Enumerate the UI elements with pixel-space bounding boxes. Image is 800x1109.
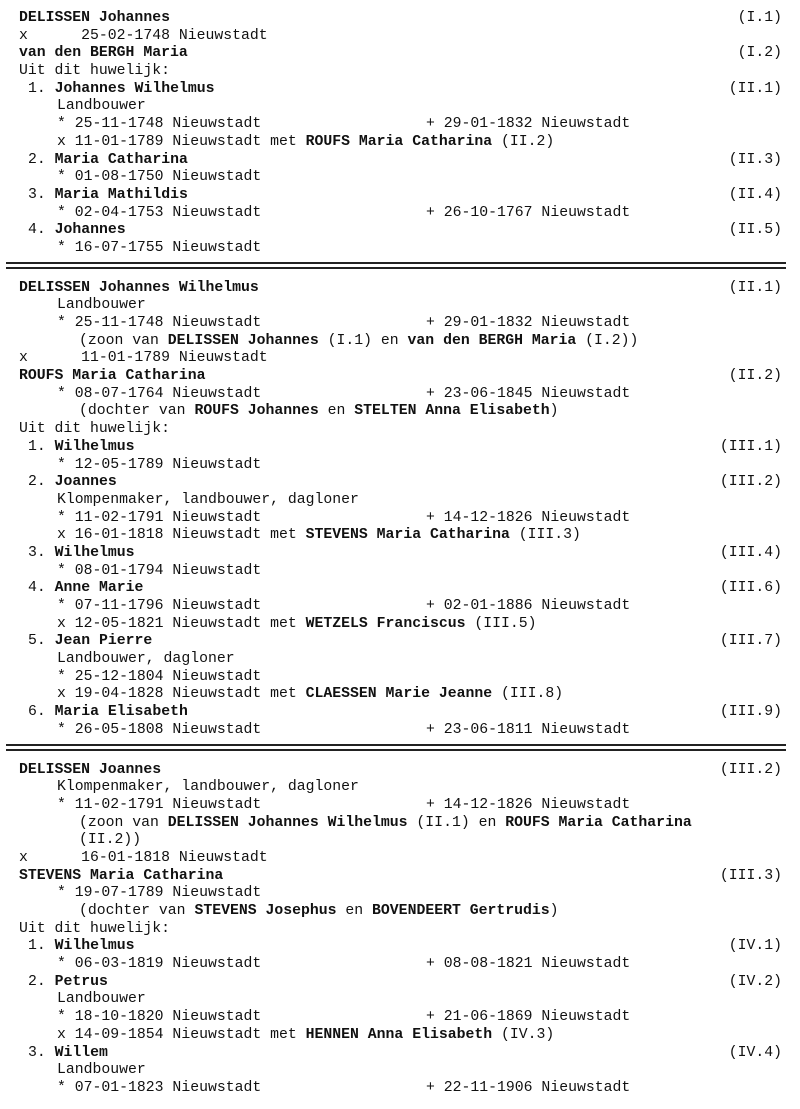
record-line [0, 1062, 800, 1080]
text-fragment: * 11-02-1791 Nieuwstadt [57, 796, 262, 813]
text-fragment: * 08-01-1794 Nieuwstadt [57, 562, 262, 579]
record-text [57, 297, 146, 315]
record-line [0, 704, 800, 722]
generation-reference: (II.5) [728, 222, 782, 239]
text-fragment: 4. [28, 580, 55, 597]
text-fragment: (III.5) [465, 615, 537, 632]
record-line [0, 492, 800, 510]
death-date: + 29-01-1832 Nieuwstadt [426, 315, 631, 331]
person-name: Wilhelmus [54, 938, 135, 955]
generation-reference: (II.2) [728, 368, 782, 385]
record-line [0, 10, 800, 28]
text-fragment: 5. [28, 633, 55, 650]
record-text [28, 938, 135, 956]
text-fragment: 3. [28, 544, 55, 561]
record-line [0, 651, 800, 669]
record-line [0, 779, 800, 797]
text-fragment: * 12-05-1789 Nieuwstadt [57, 456, 262, 473]
text-fragment: x 11-01-1789 Nieuwstadt [19, 350, 268, 367]
generation-reference: (III.7) [719, 633, 782, 650]
record-text [57, 457, 261, 475]
person-name: DELISSEN Johannes Wilhelmus [19, 279, 259, 296]
record-line [0, 616, 800, 634]
person-name: Willem [54, 1044, 108, 1061]
text-fragment: 1. [28, 938, 55, 955]
section-separator [0, 740, 800, 756]
record-line [0, 598, 800, 616]
person-name: STELTEN Anna Elisabeth [354, 403, 550, 420]
text-fragment: en [318, 403, 355, 420]
record-text [57, 134, 554, 152]
text-fragment: * 25-11-1748 Nieuwstadt [57, 116, 262, 133]
record-line [0, 187, 800, 205]
record-text [57, 686, 563, 704]
record-line [0, 850, 800, 868]
record-line [0, 921, 800, 939]
record-line [0, 1027, 800, 1045]
generation-reference: (III.9) [719, 704, 782, 721]
record-line [0, 222, 800, 240]
record-line [0, 474, 800, 492]
record-text [28, 474, 117, 492]
person-name: STEVENS Maria Catharina [19, 867, 224, 884]
record-line [0, 350, 800, 368]
record-text [28, 704, 188, 722]
record-line [0, 563, 800, 581]
text-fragment: (dochter van [79, 403, 195, 420]
family-section [0, 0, 800, 258]
record-text [79, 903, 559, 921]
record-text [57, 797, 261, 815]
record-text [57, 885, 261, 903]
text-fragment: (dochter van [79, 903, 195, 919]
record-line [0, 45, 800, 63]
person-name: ROUFS Johannes [194, 403, 319, 420]
record-text [19, 45, 188, 63]
record-text [57, 527, 581, 545]
person-name: ROUFS Maria Catharina [505, 814, 692, 831]
generation-reference: (III.4) [719, 544, 782, 561]
record-text [57, 1009, 261, 1027]
death-date: + 02-01-1886 Nieuwstadt [426, 598, 631, 614]
generation-reference: (III.2) [719, 474, 782, 491]
record-line [0, 885, 800, 903]
generation-reference: (IV.4) [728, 1044, 782, 1061]
person-name: HENNEN Anna Elisabeth [305, 1026, 493, 1043]
record-text [79, 832, 141, 850]
person-name: Johannes [54, 222, 126, 239]
generation-reference: (III.6) [719, 580, 782, 597]
record-line [0, 1045, 800, 1063]
record-line [0, 240, 800, 258]
death-date: + 14-12-1826 Nieuwstadt [426, 796, 631, 813]
text-fragment: * 01-08-1750 Nieuwstadt [57, 169, 262, 186]
text-fragment: 1. [28, 80, 55, 97]
record-line [0, 938, 800, 956]
text-fragment: * 07-11-1796 Nieuwstadt [57, 598, 262, 614]
death-date: + 21-06-1869 Nieuwstadt [426, 1009, 631, 1026]
generation-reference: (III.2) [719, 761, 782, 778]
person-name: Anne Marie [54, 580, 144, 597]
record-text [57, 956, 261, 974]
record-text [57, 315, 261, 333]
text-fragment: * 11-02-1791 Nieuwstadt [57, 509, 262, 526]
text-fragment: (II.2) [492, 133, 555, 150]
record-line [0, 152, 800, 170]
text-fragment: Landbouwer [57, 98, 146, 115]
record-text [28, 1045, 108, 1063]
record-line [0, 669, 800, 687]
record-text [79, 815, 692, 833]
person-name: DELISSEN Johannes [167, 332, 319, 349]
person-name: Wilhelmus [54, 544, 135, 561]
text-fragment: 3. [28, 1044, 55, 1061]
text-fragment: x 25-02-1748 Nieuwstadt [19, 27, 268, 44]
text-fragment: 2. [28, 474, 55, 491]
record-text [28, 580, 143, 598]
person-name: Wilhelmus [54, 438, 135, 455]
person-name: STEVENS Josephus [194, 903, 337, 919]
record-line [0, 116, 800, 134]
text-fragment: (zoon van [79, 814, 168, 831]
record-text [57, 1027, 554, 1045]
generation-reference: (II.4) [728, 186, 782, 203]
text-fragment: * 02-04-1753 Nieuwstadt [57, 204, 262, 221]
text-fragment: * 26-05-1808 Nieuwstadt [57, 721, 262, 738]
text-fragment: (zoon van [79, 332, 168, 349]
record-line [0, 315, 800, 333]
death-date: + 29-01-1832 Nieuwstadt [426, 116, 631, 133]
record-line [0, 633, 800, 651]
text-fragment: Uit dit huwelijk: [19, 421, 170, 438]
text-fragment: Uit dit huwelijk: [19, 63, 170, 80]
record-text [19, 421, 170, 439]
person-name: WETZELS Franciscus [305, 615, 466, 632]
record-line [0, 832, 800, 850]
text-fragment: (IV.3) [492, 1026, 555, 1043]
generation-reference: (II.1) [728, 279, 782, 296]
record-line [0, 956, 800, 974]
text-fragment: x 12-05-1821 Nieuwstadt met [57, 615, 306, 632]
record-text [19, 350, 268, 368]
family-section [0, 756, 800, 1098]
record-text [57, 492, 359, 510]
record-line [0, 722, 800, 740]
text-fragment: x 19-04-1828 Nieuwstadt met [57, 686, 306, 703]
record-line [0, 333, 800, 351]
text-fragment: Klompenmaker, landbouwer, dagloner [57, 491, 359, 508]
generation-reference: (III.1) [719, 438, 782, 455]
record-text [57, 240, 261, 258]
text-fragment: * 07-01-1823 Nieuwstadt [57, 1079, 262, 1096]
text-fragment: Klompenmaker, landbouwer, dagloner [57, 779, 359, 796]
text-fragment: * 06-03-1819 Nieuwstadt [57, 956, 262, 973]
text-fragment: 2. [28, 151, 55, 168]
person-name: van den BERGH Maria [407, 332, 577, 349]
generation-reference: (IV.1) [728, 938, 782, 955]
text-fragment: 3. [28, 186, 55, 203]
record-text [28, 187, 188, 205]
record-text [57, 669, 261, 687]
death-date: + 22-11-1906 Nieuwstadt [426, 1079, 631, 1096]
record-text [19, 63, 170, 81]
record-text [19, 368, 205, 386]
record-line [0, 815, 800, 833]
record-text [57, 616, 537, 634]
text-fragment: * 08-07-1764 Nieuwstadt [57, 385, 262, 402]
text-fragment: Landbouwer [57, 991, 146, 1008]
record-line [0, 974, 800, 992]
text-fragment: 6. [28, 704, 55, 721]
record-line [0, 527, 800, 545]
record-line [0, 457, 800, 475]
text-fragment: 1. [28, 438, 55, 455]
record-text [57, 205, 261, 223]
record-text [57, 510, 261, 528]
text-fragment: (III.3) [509, 527, 581, 544]
record-text [19, 10, 170, 28]
person-name: DELISSEN Johannes Wilhelmus [167, 814, 408, 831]
family-section [0, 274, 800, 740]
record-text [57, 779, 359, 797]
record-line [0, 28, 800, 46]
record-line [0, 134, 800, 152]
record-text [28, 81, 214, 99]
record-line [0, 1009, 800, 1027]
record-text [57, 116, 261, 134]
person-name: Maria Elisabeth [54, 704, 188, 721]
person-name: CLAESSEN Marie Jeanne [305, 686, 493, 703]
person-name: van den BERGH Maria [19, 45, 188, 62]
record-line [0, 368, 800, 386]
record-line [0, 421, 800, 439]
person-name: DELISSEN Joannes [19, 761, 162, 778]
text-fragment: Landbouwer [57, 1062, 146, 1079]
text-fragment: x 14-09-1854 Nieuwstadt met [57, 1026, 306, 1043]
text-fragment: Landbouwer, dagloner [57, 651, 235, 668]
text-fragment: ) [549, 403, 559, 420]
record-text [28, 152, 188, 170]
record-text [19, 850, 268, 868]
text-fragment: Uit dit huwelijk: [19, 920, 170, 937]
person-name: Johannes Wilhelmus [54, 80, 215, 97]
record-text [57, 169, 261, 187]
record-line [0, 63, 800, 81]
text-fragment: * 19-07-1789 Nieuwstadt [57, 885, 262, 902]
record-text [28, 974, 108, 992]
record-line [0, 169, 800, 187]
record-text [19, 280, 259, 298]
person-name: Joannes [54, 474, 117, 491]
record-line [0, 580, 800, 598]
text-fragment: (I.1) en [318, 332, 408, 349]
person-name: ROUFS Maria Catharina [305, 133, 493, 150]
text-fragment: * 25-12-1804 Nieuwstadt [57, 668, 262, 685]
text-fragment: * 16-07-1755 Nieuwstadt [57, 239, 262, 256]
generation-reference: (IV.2) [728, 973, 782, 990]
generation-reference: (II.3) [728, 151, 782, 168]
record-line [0, 903, 800, 921]
record-text [79, 333, 638, 351]
text-fragment: x 16-01-1818 Nieuwstadt [19, 849, 268, 866]
record-line [0, 868, 800, 886]
record-text [57, 98, 146, 116]
record-text [19, 921, 170, 939]
record-text [19, 868, 223, 886]
record-text [79, 403, 559, 421]
record-line [0, 545, 800, 563]
record-line [0, 1080, 800, 1098]
text-fragment: x 16-01-1818 Nieuwstadt met [57, 527, 306, 544]
text-fragment: ) [549, 903, 559, 919]
person-name: DELISSEN Johannes [19, 10, 170, 26]
record-line [0, 98, 800, 116]
record-line [0, 439, 800, 457]
person-name: Petrus [54, 973, 108, 990]
record-text [57, 1080, 261, 1098]
record-text [19, 28, 268, 46]
record-text [28, 439, 135, 457]
person-name: Maria Catharina [54, 151, 188, 168]
record-text [57, 991, 146, 1009]
generation-reference: (I.2) [737, 45, 782, 62]
text-fragment: * 18-10-1820 Nieuwstadt [57, 1009, 262, 1026]
record-text [57, 651, 235, 669]
record-text [28, 633, 152, 651]
record-line [0, 297, 800, 315]
record-line [0, 280, 800, 298]
record-line [0, 81, 800, 99]
death-date: + 08-08-1821 Nieuwstadt [426, 956, 631, 973]
record-text [28, 545, 135, 563]
text-fragment: (I.2)) [576, 332, 639, 349]
record-text [57, 1062, 146, 1080]
record-text [57, 598, 261, 616]
text-fragment: (III.8) [492, 686, 564, 703]
text-fragment: 4. [28, 222, 55, 239]
death-date: + 14-12-1826 Nieuwstadt [426, 509, 631, 526]
record-text [19, 762, 161, 780]
record-line [0, 403, 800, 421]
record-text [28, 222, 126, 240]
text-fragment: (II.2)) [79, 832, 142, 849]
record-text [57, 563, 261, 581]
death-date: + 23-06-1811 Nieuwstadt [426, 721, 631, 738]
person-name: Jean Pierre [54, 633, 153, 650]
record-text [57, 386, 261, 404]
record-line [0, 386, 800, 404]
text-fragment: * 25-11-1748 Nieuwstadt [57, 315, 262, 331]
text-fragment: (II.1) en [407, 814, 506, 831]
person-name: ROUFS Maria Catharina [19, 368, 206, 385]
record-line [0, 510, 800, 528]
death-date: + 23-06-1845 Nieuwstadt [426, 385, 631, 402]
text-fragment: Landbouwer [57, 297, 146, 314]
record-text [57, 722, 261, 740]
person-name: Maria Mathildis [54, 186, 188, 203]
text-fragment: 2. [28, 973, 55, 990]
generation-reference: (I.1) [737, 10, 782, 26]
section-separator [0, 258, 800, 274]
record-line [0, 686, 800, 704]
generation-reference: (II.1) [728, 80, 782, 97]
person-name: STEVENS Maria Catharina [305, 527, 510, 544]
record-line [0, 762, 800, 780]
record-line [0, 205, 800, 223]
record-line [0, 991, 800, 1009]
record-line [0, 797, 800, 815]
generation-reference: (III.3) [719, 867, 782, 884]
death-date: + 26-10-1767 Nieuwstadt [426, 204, 631, 221]
text-fragment: en [336, 903, 373, 919]
person-name: BOVENDEERT Gertrudis [372, 903, 550, 919]
text-fragment: x 11-01-1789 Nieuwstadt met [57, 133, 306, 150]
